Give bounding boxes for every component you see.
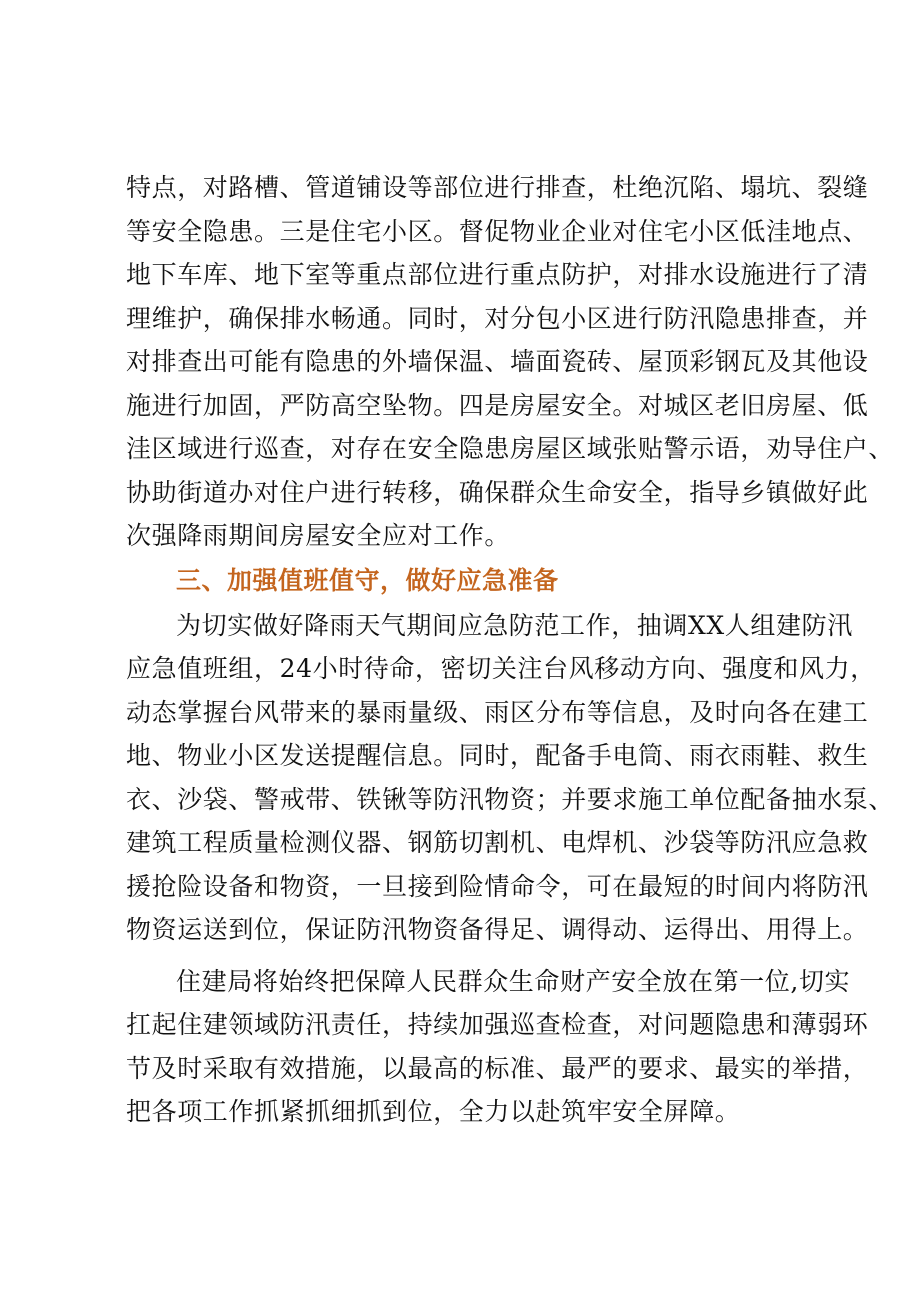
document-page	[126, 166, 895, 1134]
text-line: 物资运送到位，保证防汛物资备得足、调得动、运得出、用得上。	[126, 915, 869, 944]
text-line: 节及时采取有效措施，以最高的标准、最严的要求、最实的举措，	[126, 1053, 869, 1083]
text-line: 建筑工程质量检测仪器、钢筋切割机、电焊机、沙袋等防汛应急救	[126, 828, 869, 857]
text-line: 特点，对路槽、管道铺设等部位进行排查，杜绝沉陷、塌坑、裂缝	[126, 173, 869, 202]
text-line: 地下车库、地下室等重点部位进行重点防护，对排水设施进行了清	[126, 260, 869, 289]
text-line: 援抢险设备和物资，一旦接到险情命令，可在最短的时间内将防汛	[126, 871, 869, 901]
text-line: 施进行加固，严防高空坠物。四是房屋安全。对城区老旧房屋、低	[126, 390, 869, 420]
text-line: 地、物业小区发送提醒信息。同时，配备手电筒、雨衣雨鞋、救生	[126, 741, 869, 770]
text-line: 等安全隐患。三是住宅小区。督促物业企业对住宅小区低洼地点、	[126, 216, 869, 246]
text-line: 应急值班组，24小时待命，密切关注台风移动方向、强度和风力，	[126, 654, 876, 683]
section-heading: 三、加强值班值守，做好应急准备	[176, 565, 559, 595]
text-line: 对排查出可能有隐患的外墙保温、墙面瓷砖、屋顶彩钢瓦及其他设	[126, 347, 869, 376]
text-line: 把各项工作抓紧抓细抓到位，全力以赴筑牢安全屏障。	[126, 1097, 741, 1126]
text-line: 衣、沙袋、警戒带、铁锹等防汛物资；并要求施工单位配备抽水泵、	[126, 784, 895, 814]
text-line: 次强降雨期间房屋安全应对工作。	[126, 521, 511, 550]
paragraph-emergency-preparation	[126, 604, 895, 952]
text-line: 为切实做好降雨天气期间应急防范工作，抽调XX人组建防汛	[176, 610, 853, 640]
text-line: 住建局将始终把保障人民群众生命财产安全放在第一位,切实	[176, 966, 851, 996]
text-line: 理维护，确保排水畅通。同时，对分包小区进行防汛隐患排查，并	[126, 303, 869, 333]
text-line: 扛起住建领域防汛责任，持续加强巡查检查，对问题隐患和薄弱环	[126, 1010, 869, 1039]
paragraph-spacer	[126, 952, 826, 960]
paragraph-closing	[126, 960, 869, 1134]
text-line: 洼区域进行巡查，对存在安全隐患房屋区域张贴警示语，劝导住户、	[126, 434, 895, 463]
text-line: 协助街道办对住户进行转移，确保群众生命安全，指导乡镇做好此	[126, 477, 869, 507]
text-line: 动态掌握台风带来的暴雨量级、雨区分布等信息，及时向各在建工	[126, 697, 869, 727]
paragraph-property-safety	[126, 166, 895, 558]
